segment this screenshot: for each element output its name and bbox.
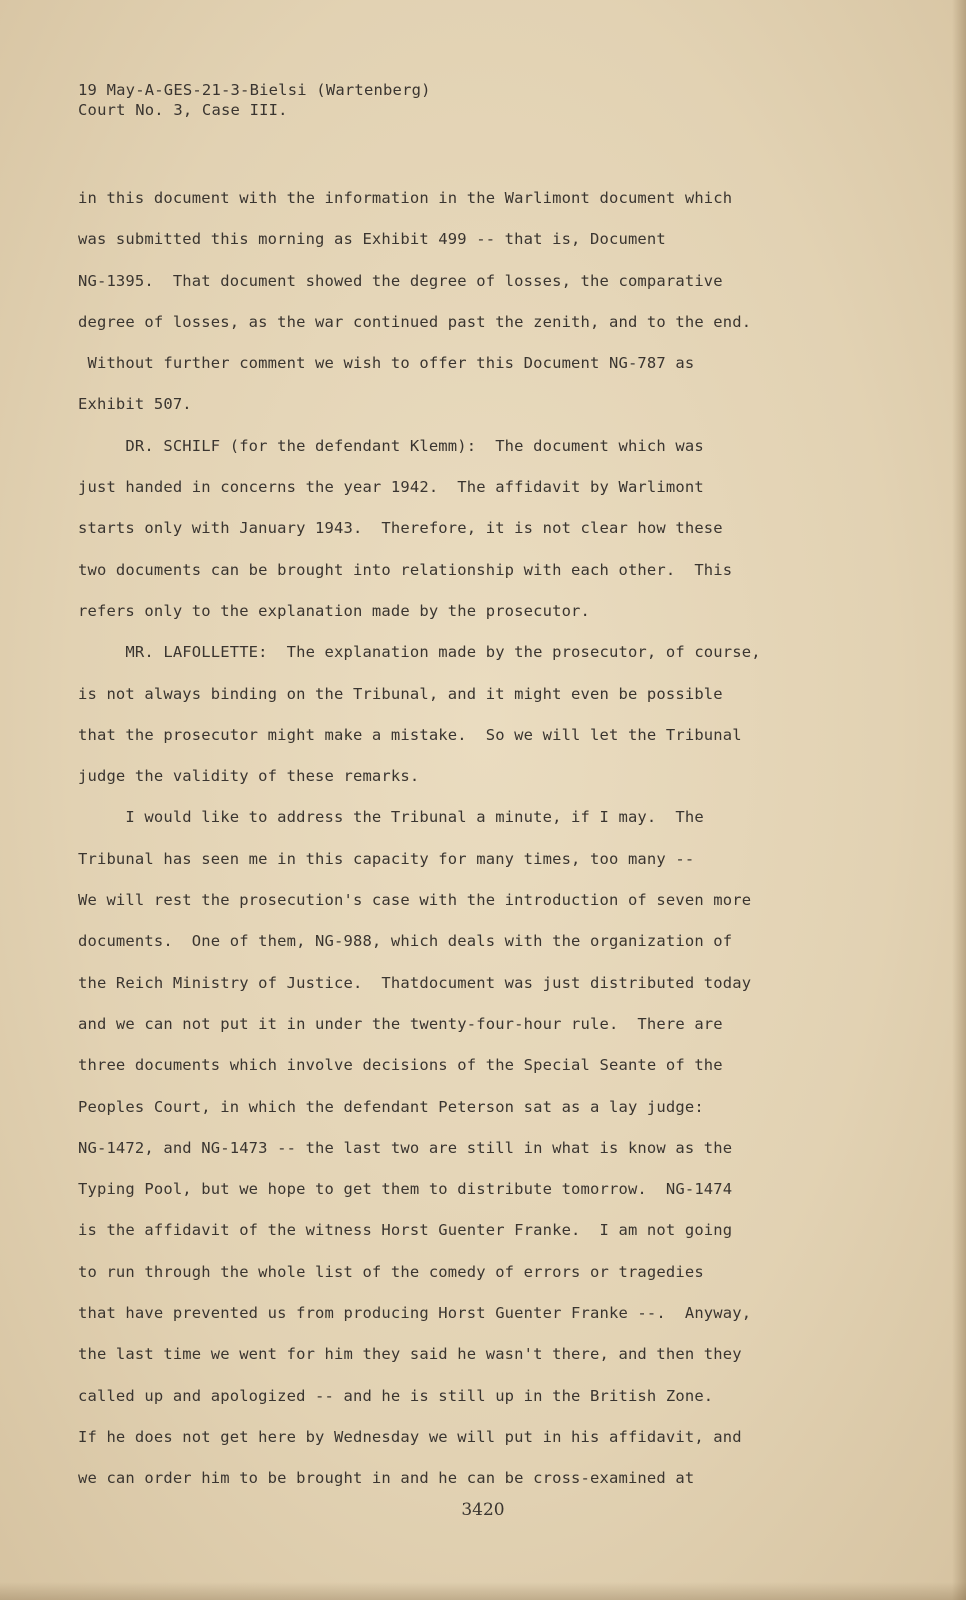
transcript-line: and we can not put it in under the twenty-four-hour rule. There are <box>78 1014 723 1033</box>
transcript-line: two documents can be brought into relationship with each other. This <box>78 560 733 579</box>
transcript-line: DR. SCHILF (for the defendant Klemm): The document which was <box>78 436 704 455</box>
transcript-line: starts only with January 1943. Therefore, it is not clear how these <box>78 519 723 538</box>
transcript-line: the Reich Ministry of Justice. Thatdocument was just distributed today <box>78 973 752 992</box>
transcript-line: Without further comment we wish to offer this Document NG-787 as <box>78 354 695 373</box>
transcript-line: three documents which involve decisions of the Special Seante of the <box>78 1056 723 1075</box>
transcript-line: just handed in concerns the year 1942. The affidavit by Warlimont <box>78 478 704 497</box>
transcript-line: is not always binding on the Tribunal, and it might even be possible <box>78 684 723 703</box>
paper-bottom-shadow <box>0 1582 966 1600</box>
transcript-line: the last time we went for him they said he wasn't there, and then they <box>78 1345 742 1364</box>
transcript-line: that have prevented us from producing Horst Guenter Franke --. Anyway, <box>78 1304 752 1323</box>
transcript-line: If he does not get here by Wednesday we will put in his affidavit, and <box>78 1427 742 1446</box>
transcript-line: NG-1472, and NG-1473 -- the last two are still in what is know as the <box>78 1138 733 1157</box>
transcript-line: refers only to the explanation made by the prosecutor. <box>78 601 591 620</box>
transcript-line: judge the validity of these remarks. <box>78 767 420 786</box>
transcript-line: degree of losses, as the war continued past the zenith, and to the end. <box>78 312 752 331</box>
transcript-line: in this document with the information in the Warlimont document which <box>78 189 733 207</box>
document-header <box>78 80 431 120</box>
transcript-line: we can order him to be brought in and he can be cross-examined at <box>78 1469 695 1488</box>
page-number: 3420 <box>461 1500 505 1520</box>
header-reference-line: 19 May-A-GES-21-3-Bielsi (Wartenberg) <box>78 81 431 99</box>
transcript-line: Exhibit 507. <box>78 395 192 414</box>
transcript-body <box>78 178 918 1500</box>
transcript-line: Tribunal has seen me in this capacity for many times, too many -- <box>78 849 695 868</box>
transcript-line: is the affidavit of the witness Horst Guenter Franke. I am not going <box>78 1221 733 1240</box>
transcript-line: called up and apologized -- and he is still up in the British Zone. <box>78 1386 714 1405</box>
transcript-line: MR. LAFOLLETTE: The explanation made by the prosecutor, of course, <box>78 643 761 662</box>
paper-edge-shadow <box>952 0 966 1600</box>
transcript-line: We will rest the prosecution's case with the introduction of seven more <box>78 891 752 910</box>
transcript-line: to run through the whole list of the comedy of errors or tragedies <box>78 1262 704 1281</box>
header-court-line: Court No. 3, Case III. <box>78 101 288 119</box>
transcript-line: documents. One of them, NG-988, which deals with the organization of <box>78 932 733 951</box>
transcript-line: I would like to address the Tribunal a minute, if I may. The <box>78 808 704 827</box>
transcript-line: was submitted this morning as Exhibit 499 -- that is, Document <box>78 230 666 249</box>
transcript-line: that the prosecutor might make a mistake. So we will let the Tribunal <box>78 725 742 744</box>
transcript-line: Typing Pool, but we hope to get them to distribute tomorrow. NG-1474 <box>78 1180 733 1199</box>
transcript-line: Peoples Court, in which the defendant Peterson sat as a lay judge: <box>78 1097 704 1116</box>
transcript-line: NG-1395. That document showed the degree of losses, the comparative <box>78 271 723 290</box>
